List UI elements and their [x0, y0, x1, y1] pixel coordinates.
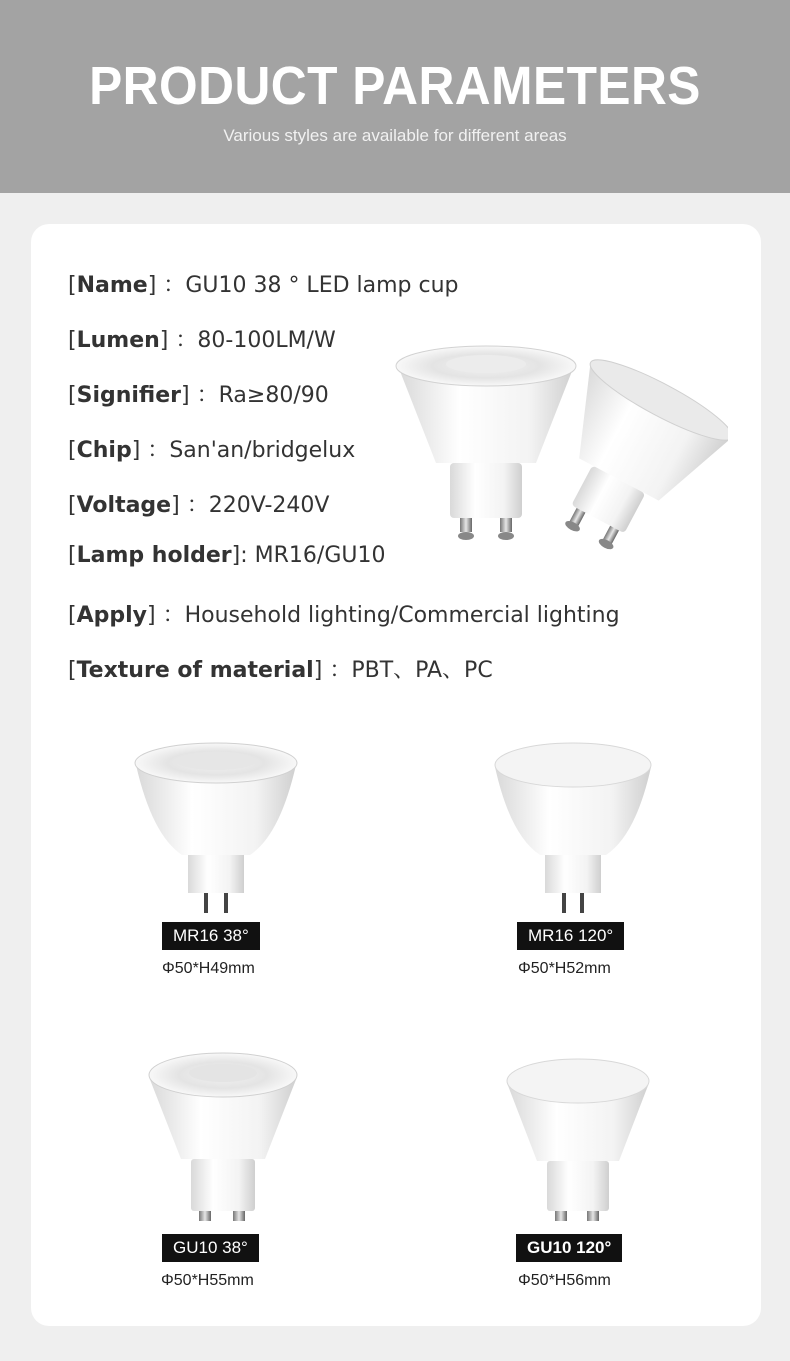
mr16-38-bulb-icon	[130, 735, 302, 915]
product-label: MR16 38°	[162, 922, 260, 950]
spec-sep: ：	[329, 658, 352, 683]
product-dimensions: Φ50*H55mm	[161, 1272, 254, 1289]
spec-texture: [Texture of material] ：PBT、PA、PC	[68, 658, 493, 683]
spec-key: Texture of material	[76, 658, 314, 683]
spec-sep: :	[240, 543, 248, 568]
spec-voltage: [Voltage] ：220V-240V	[68, 493, 330, 518]
spec-chip: [Chip] ：San'an/bridgelux	[68, 438, 356, 463]
spec-key: Name	[76, 273, 148, 298]
product-dimensions: Φ50*H52mm	[518, 960, 611, 977]
spec-value: GU10 38 ° LED lamp cup	[185, 273, 459, 298]
spec-key: Chip	[76, 438, 132, 463]
spec-name: [Name] ：GU10 38 ° LED lamp cup	[68, 273, 459, 298]
gu10-38-bulb-icon	[145, 1047, 301, 1227]
spec-sep: ：	[196, 383, 219, 408]
spec-key: Signifier	[76, 383, 182, 408]
header-banner	[0, 0, 790, 193]
spec-lamp-holder: [Lamp holder]: MR16/GU10	[68, 543, 386, 568]
spec-key: Apply	[76, 603, 147, 628]
spec-value: San'an/bridgelux	[169, 438, 356, 463]
product-label: MR16 120°	[517, 922, 624, 950]
upright-bulb-icon	[396, 346, 576, 540]
spec-sep: ：	[162, 603, 185, 628]
product-label: GU10 38°	[162, 1234, 259, 1262]
page-subtitle: Various styles are available for different areas	[223, 126, 567, 145]
product-dimensions: Φ50*H49mm	[162, 960, 255, 977]
spec-apply: [Apply] ：Household lighting/Commercial lighting	[68, 603, 620, 628]
page-title: PRODUCT PARAMETERS	[89, 56, 701, 116]
gu10-120-bulb-icon	[503, 1055, 653, 1227]
product-dimensions: Φ50*H56mm	[518, 1272, 611, 1289]
spec-value: 80-100LM/W	[197, 328, 336, 353]
spec-signifier: [Signifier] ：Ra≥80/90	[68, 383, 329, 408]
spec-value: 220V-240V	[208, 493, 330, 518]
spec-lumen: [Lumen] ：80-100LM/W	[68, 328, 336, 353]
mr16-120-bulb-icon	[490, 735, 656, 915]
spec-key: Voltage	[76, 493, 172, 518]
spec-value: MR16/GU10	[254, 543, 386, 568]
spec-sep: ：	[147, 438, 170, 463]
spec-key: Lamp holder	[76, 543, 232, 568]
spec-sep: ：	[163, 273, 186, 298]
spec-value: Household lighting/Commercial lighting	[184, 603, 620, 628]
product-label: GU10 120°	[516, 1234, 622, 1262]
spec-value: Ra≥80/90	[218, 383, 329, 408]
spec-sep: ：	[186, 493, 209, 518]
hero-bulbs-image	[388, 338, 728, 568]
spec-value: PBT、PA、PC	[351, 658, 493, 683]
spec-sep: ：	[175, 328, 198, 353]
spec-key: Lumen	[76, 328, 160, 353]
